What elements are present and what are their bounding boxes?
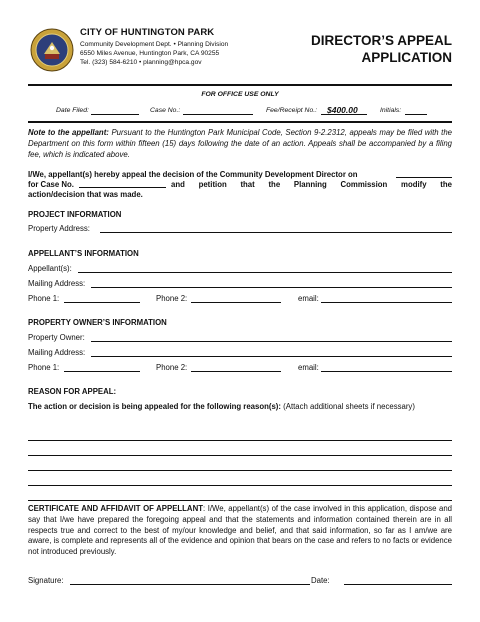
- property-address-row: [28, 224, 452, 234]
- owner-info-heading: PROPERTY OWNER’S INFORMATION: [28, 318, 167, 327]
- certificate-text: : I/We, appellant(s) of the case involved in this application, dispose and say that I/we have prepared the foregoing appeal and that the statements and information contained therein are in all respects true and correct to the best of my/our knowledge and belief, and that said information, so far as I am/we are aware, is complete and represents all of the evidence and opinion that bears on the case and refers to no facts or evidence not introduced previously.: [28, 504, 452, 557]
- declaration-line-3: action/decision that was made.: [28, 190, 143, 199]
- reason-line-5[interactable]: [28, 500, 452, 501]
- fee-label: Fee/Receipt No.:: [266, 107, 317, 114]
- declaration-line-2b: and petition that the Planning Commission modify the: [171, 180, 452, 189]
- owner-phone1-label: Phone 1:: [28, 363, 60, 372]
- reason-bold-text: The action or decision is being appealed for the following reason(s):: [28, 402, 281, 411]
- owner-phone2-label: Phone 2:: [156, 363, 188, 372]
- fee-value: $400.00: [327, 105, 358, 115]
- appellants-label: Appellant(s):: [28, 264, 72, 273]
- contact-line: Tel. (323) 584-6210 • planning@hpca.gov: [80, 59, 202, 66]
- reason-line-1[interactable]: [28, 440, 452, 441]
- initials-label: Initials:: [380, 107, 402, 114]
- department-line: Community Development Dept. • Planning Division: [80, 41, 229, 48]
- declaration-text-1: I/We, appellant(s) hereby appeal the decision of the Community Development Director on: [28, 170, 358, 179]
- property-address-field[interactable]: [100, 232, 452, 233]
- owner-label: Property Owner:: [28, 333, 85, 342]
- appellant-mailing-label: Mailing Address:: [28, 279, 86, 288]
- signature-label: Signature:: [28, 576, 64, 585]
- appellant-email-field[interactable]: [321, 302, 452, 303]
- reason-instructions: [28, 401, 452, 413]
- date-label: Date:: [311, 576, 330, 585]
- case-no-label: Case No.:: [150, 107, 181, 114]
- reason-normal-text: (Attach additional sheets if necessary): [281, 402, 415, 411]
- certificate-paragraph: [28, 504, 452, 558]
- note-text: Pursuant to the Huntington Park Municipal Code, Section 9-2.2312, appeals may be filed with the Department on this form within fifteen (15) days following the date of an action. Appeals shall be accompanied by a filing fee, which is indicated above.: [28, 128, 453, 159]
- property-address-label: Property Address:: [28, 224, 90, 233]
- header-divider: [28, 84, 452, 86]
- title-line-1: DIRECTOR’S APPEAL: [310, 33, 452, 48]
- reason-line-4[interactable]: [28, 485, 452, 486]
- reason-heading: REASON FOR APPEAL:: [28, 387, 117, 396]
- owner-email-field[interactable]: [321, 371, 452, 372]
- date-field[interactable]: [344, 584, 452, 585]
- appellant-email-label: email:: [298, 294, 319, 303]
- appellant-phone2-label: Phone 2:: [156, 294, 188, 303]
- appellant-phone-row: [28, 294, 452, 304]
- appellant-mailing-field[interactable]: [91, 287, 452, 288]
- owner-email-label: email:: [298, 363, 319, 372]
- office-use-title: FOR OFFICE USE ONLY: [201, 91, 279, 98]
- certificate-heading: CERTIFICATE AND AFFIDAVIT OF APPELLANT: [28, 504, 203, 513]
- declaration-case-field[interactable]: [79, 180, 166, 188]
- appellants-row: [28, 264, 452, 274]
- owner-mailing-row: [28, 348, 452, 358]
- office-divider: [28, 121, 452, 123]
- note-lead: Note to the appellant:: [28, 128, 109, 137]
- title-line-2: APPLICATION: [361, 50, 452, 65]
- organization-name: CITY OF HUNTINGTON PARK: [80, 27, 215, 38]
- appellant-phone1-field[interactable]: [64, 302, 140, 303]
- owner-mailing-label: Mailing Address:: [28, 348, 86, 357]
- document-title: [282, 32, 452, 66]
- signature-field[interactable]: [70, 584, 310, 585]
- date-filed-field[interactable]: [91, 107, 139, 115]
- owner-row: [28, 333, 452, 343]
- initials-field[interactable]: [405, 107, 427, 115]
- case-no-field[interactable]: [183, 107, 253, 115]
- decision-date-field[interactable]: [396, 170, 452, 178]
- owner-phone1-field[interactable]: [64, 371, 140, 372]
- owner-phone-row: [28, 363, 452, 373]
- owner-mailing-field[interactable]: [91, 356, 452, 357]
- date-filed-label: Date Filed:: [56, 107, 89, 114]
- city-seal-icon: [30, 28, 74, 72]
- project-info-heading: PROJECT INFORMATION: [28, 210, 122, 219]
- owner-phone2-field[interactable]: [191, 371, 281, 372]
- note-to-appellant: [28, 127, 452, 160]
- declaration-case-label: for Case No.: [28, 180, 74, 189]
- appellant-phone1-label: Phone 1:: [28, 294, 60, 303]
- signature-row: [28, 576, 452, 586]
- owner-field[interactable]: [91, 341, 452, 342]
- appellants-field[interactable]: [78, 272, 452, 273]
- reason-line-3[interactable]: [28, 470, 452, 471]
- appellant-phone2-field[interactable]: [191, 302, 281, 303]
- reason-line-2[interactable]: [28, 455, 452, 456]
- appellant-mailing-row: [28, 279, 452, 289]
- appellant-info-heading: APPELLANT’S INFORMATION: [28, 249, 139, 258]
- address-line: 6550 Miles Avenue, Huntington Park, CA 90255: [80, 50, 220, 57]
- declaration-line-1: [28, 170, 452, 181]
